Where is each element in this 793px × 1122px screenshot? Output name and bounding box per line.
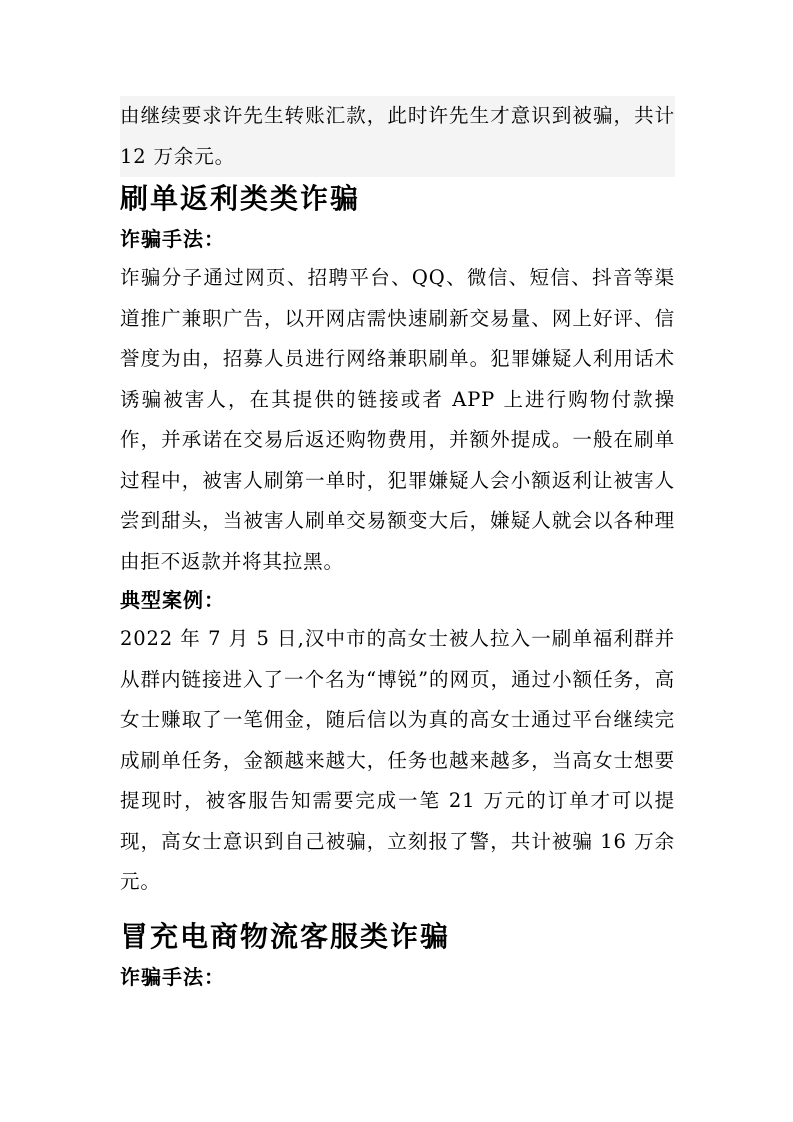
method-heading: 诈骗手法： (120, 227, 225, 251)
section-title-ecommerce-impersonation-fraud: 冒充电商物流客服类诈骗 (120, 919, 451, 953)
case-paragraph: 2022 年 7 月 5 日,汉中市的高女士被人拉入一刷单福利群并从群内链接进入了一个名为“博锐”的网页，通过小额任务，高女士赚取了一笔佣金，随后信以为真的高女士通过平台继续完成刷单任务，金额越来越大，任务也越来越多，当高女士想要提现时，被客服告知需要完成一笔 21 万元的订单才可以提现，高女士意识到自己被骗，立刻报了警，共计被骗 16 万余元。 (120, 627, 675, 893)
section-spacer (120, 903, 675, 915)
section-title-brushing-rebate-fraud: 刷单返利类类诈骗 (120, 182, 361, 215)
method-heading-2: 诈骗手法： (120, 964, 225, 989)
document-body (120, 96, 675, 996)
method-paragraph: 诈骗分子通过网页、招聘平台、QQ、微信、短信、抖音等渠道推广兼职广告，以开网店需快速刷新交易量、网上好评、信誉度为由，招募人员进行网络兼职刷单。犯罪嫌疑人利用话术诱骗被害人，在其提供的链接或者 APP 上进行购物付款操作，并承诺在交易后返还购物费用，并额外提成。一般在刷单过程中，被害人刷第一单时，犯罪嫌疑人会小额返利让被害人尝到甜头，当被害人刷单交易额变大后，嫌疑人就会以各种理由拒不返款并将其拉黑。 (120, 266, 675, 573)
case-heading: 典型案例： (120, 588, 225, 612)
intro-paragraph: 由继续要求许先生转账汇款，此时许先生才意识到被骗，共计 12 万余元。 (120, 96, 675, 177)
